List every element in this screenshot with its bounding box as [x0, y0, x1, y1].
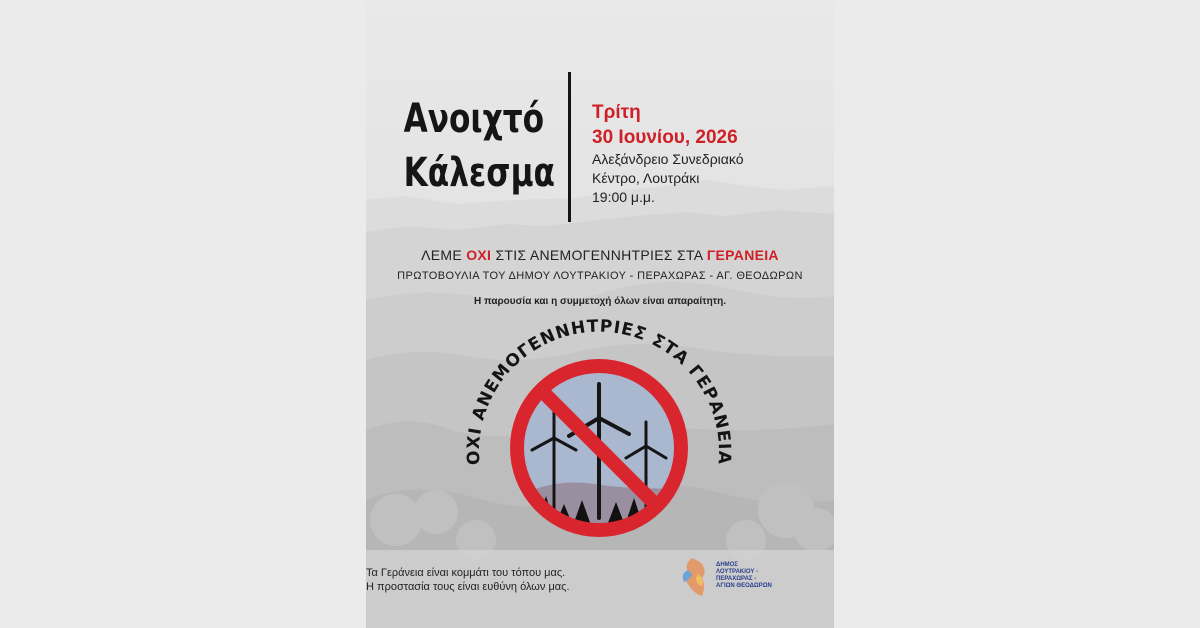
- footer-line-2: Η προστασία τους είναι ευθύνη όλων μας.: [366, 581, 570, 593]
- presence-text: Η παρουσία και η συμμετοχή όλων είναι απαραίτητη.: [473, 296, 727, 307]
- slogan-place: ΓΕΡΑΝΕΙΑ: [706, 247, 779, 263]
- no-wind-turbines-sign: [424, 318, 774, 538]
- poster: [366, 0, 834, 628]
- emblem-arc-text: ΟΧΙ ΑΝΕΜΟΓΕΝΝΗΤΡΙΕΣ ΣΤΑ ΓΕΡΑΝΕΙΑ: [463, 318, 735, 466]
- event-time: 19:00 μ.μ.: [592, 189, 655, 205]
- logo-line-2: ΛΟΥΤΡΑΚΙΟΥ -: [716, 569, 759, 575]
- slogan-part-2: ΣΤΙΣ ΑΝΕΜΟΓΕΝΝΗΤΡΙΕΣ ΣΤΑ: [491, 247, 707, 263]
- municipality-logo-text: [716, 562, 796, 590]
- logo-line-4: ΑΓΙΩΝ ΘΕΟΔΩΡΩΝ: [716, 583, 772, 589]
- footer-text: [366, 566, 570, 594]
- event-title: [403, 92, 555, 200]
- slogan-no: ΟΧΙ: [466, 247, 492, 263]
- venue-line-1: Αλεξάνδρειο Συνεδριακό: [592, 151, 744, 167]
- divider: [568, 72, 571, 222]
- venue-line-2: Κέντρο, Λουτράκι: [592, 170, 700, 186]
- event-details: [592, 100, 822, 207]
- slogan-part-1: ΛΕΜΕ: [421, 247, 467, 263]
- logo-line-1: ΔΗΜΟΣ: [716, 562, 738, 568]
- title-line-1: Ανοιχτό: [403, 96, 545, 142]
- title-line-2: Κάλεσμα: [403, 150, 555, 196]
- slogan: [366, 247, 834, 263]
- event-date: 30 Ιουνίου, 2026: [592, 127, 738, 148]
- initiative-text: ΠΡΩΤΟΒΟΥΛΙΑ ΤΟΥ ΔΗΜΟΥ ΛΟΥΤΡΑΚΙΟΥ - ΠΕΡΑΧΩΡΑΣ - ΑΓ. ΘΕΟΔΩΡΩΝ: [397, 270, 803, 282]
- logo-line-3: ΠΕΡΑΧΩΡΑΣ -: [716, 576, 757, 582]
- footer-line-1: Τα Γεράνεια είναι κομμάτι του τόπου μας.: [366, 567, 566, 579]
- event-day: Τρίτη: [592, 102, 641, 123]
